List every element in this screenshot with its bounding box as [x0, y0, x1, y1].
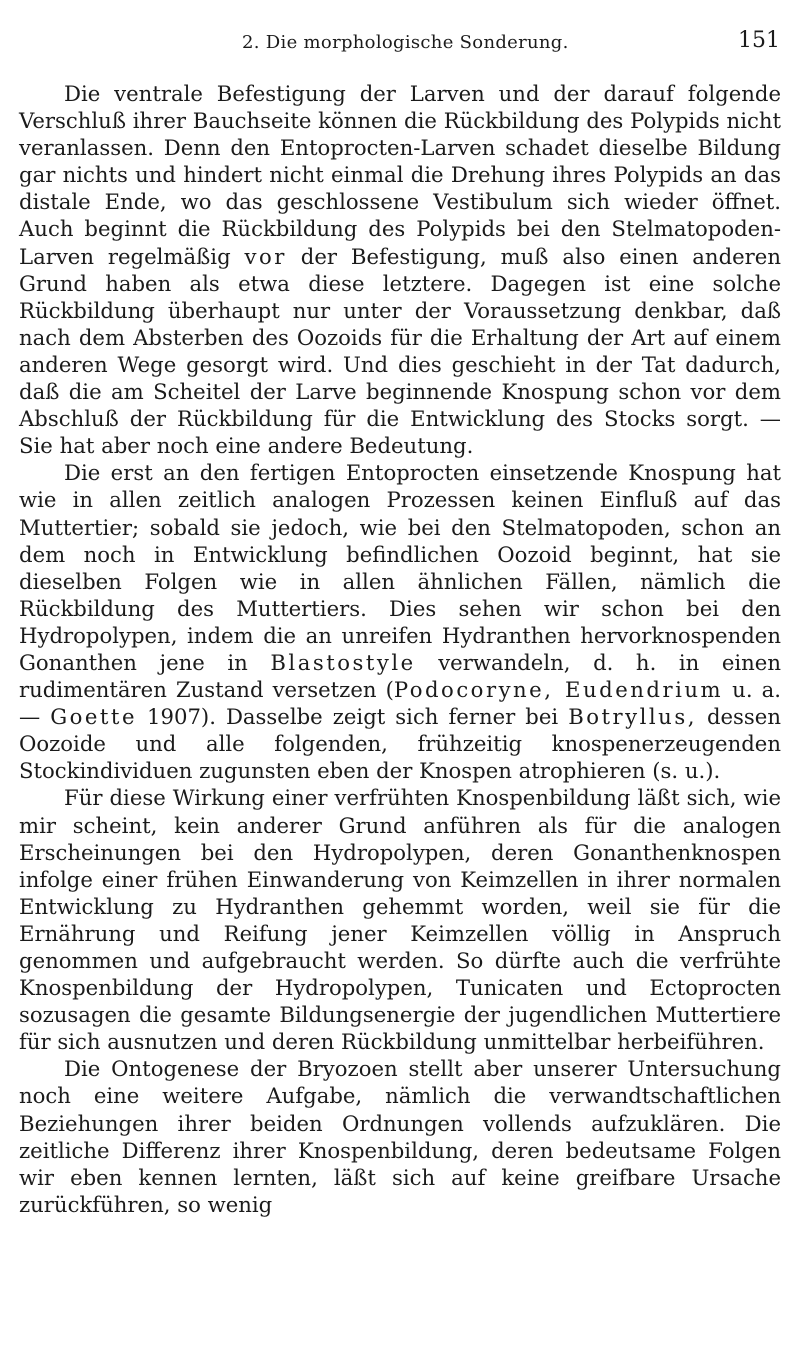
- text-run: Die erst an den fertigen Entoprocten einsetzende Knospung hat wie in allen zeitlich analogen Prozessen keinen Einfluß auf das Muttertier; sobald sie jedoch, wie bei den Stelmatopoden, schon an dem noch in Entwicklung befindlichen Oozoid beginnt, hat sie dieselben Folgen wie in allen ähnlichen Fällen, nämlich die Rückbildung des Muttertiers. Dies sehen wir schon bei den Hydropolypen, indem die an unreifen Hydranthen hervorknospenden Gonanthen jene in: [19, 460, 781, 675]
- spaced-emphasis: Blastostyle: [270, 649, 416, 675]
- spaced-emphasis: vor: [244, 243, 287, 269]
- text-run: Die Ontogenese der Bryozoen stellt aber unserer Untersuchung noch eine weitere Aufgabe, nämlich die verwandtschaftlichen Beziehungen ihrer beiden Ordnungen vollends aufzuklären. Die zeitliche Differenz ihrer Knospenbildung, deren bedeutsame Folgen wir eben kennen lernten, läßt sich auf keine greifbare Ursache zurückführen, so wenig: [19, 1056, 781, 1217]
- paragraph: [19, 1055, 781, 1218]
- text-run: der Befestigung, muß also einen anderen Grund haben als etwa diese letztere. Dagegen ist eine solche Rückbildung überhaupt nur unter der Voraussetzung denkbar, daß nach dem Absterben des Oozoids für die Erhaltung der Art auf einem anderen Wege gesorgt wird. Und dies geschieht in der Tat dadurch, daß die am Scheitel der Larve beginnende Knospung schon vor dem Abschluß der Rückbildung für die Entwicklung des Stocks sorgt. — Sie hat aber noch eine andere Bedeutung.: [19, 243, 781, 459]
- text-run: dessen Oozoide und alle folgenden, frühzeitig knospenerzeugenden Stockindividuen zugunsten eben der Knospen atrophieren (s. u.).: [19, 704, 781, 784]
- page-number: 151: [738, 28, 780, 53]
- running-head: [0, 28, 800, 58]
- text-run: Die ventrale Befestigung der Larven und der darauf folgende Verschluß ihrer Bauchseite können die Rückbildung des Polypids nicht veranlassen. Denn den Entoprocten-Larven schadet dieselbe Bildung gar nichts und hindert nicht einmal die Drehung ihres Polypids an das distale Ende, wo das geschlossene Vestibulum sich wieder öffnet. Auch beginnt die Rückbildung des Polypids bei den Stelmatopoden-Larven regelmäßig: [19, 81, 781, 269]
- paragraph: [19, 784, 781, 1055]
- spaced-emphasis: Podocoryne, Eudendrium: [393, 677, 724, 703]
- text-run: Für diese Wirkung einer verfrühten Knospenbildung läßt sich, wie mir scheint, kein anderer Grund anführen als für die analogen Erscheinungen bei den Hydropolypen, deren Gonanthenknospen infolge einer frühen Einwanderung von Keimzellen in ihrer normalen Entwicklung zu Hydranthen gehemmt worden, weil sie für die Ernährung und Reifung jener Keimzellen völlig in Anspruch genommen und aufgebraucht werden. So dürfte auch die verfrühte Knospenbildung der Hydropolypen, Tunicaten und Ectoprocten sozusagen die gesamte Bildungsenergie der jugendlichen Muttertiere für sich ausnutzen und deren Rückbildung unmittelbar herbeiführen.: [19, 785, 781, 1055]
- text-run: 1907). Dasselbe zeigt sich ferner bei: [137, 704, 569, 730]
- author-name: Goette: [50, 704, 137, 730]
- text-run: u. a. —: [19, 677, 781, 730]
- spaced-emphasis: Botryllus,: [568, 704, 697, 730]
- text-run: verwandeln, d. h. in einen rudimentären Zustand versetzen (: [19, 649, 781, 703]
- paragraph: [19, 80, 781, 459]
- body-text: [19, 80, 781, 1218]
- paragraph: [19, 459, 781, 784]
- chapter-title: 2. Die morphologische Sonderung.: [242, 32, 569, 53]
